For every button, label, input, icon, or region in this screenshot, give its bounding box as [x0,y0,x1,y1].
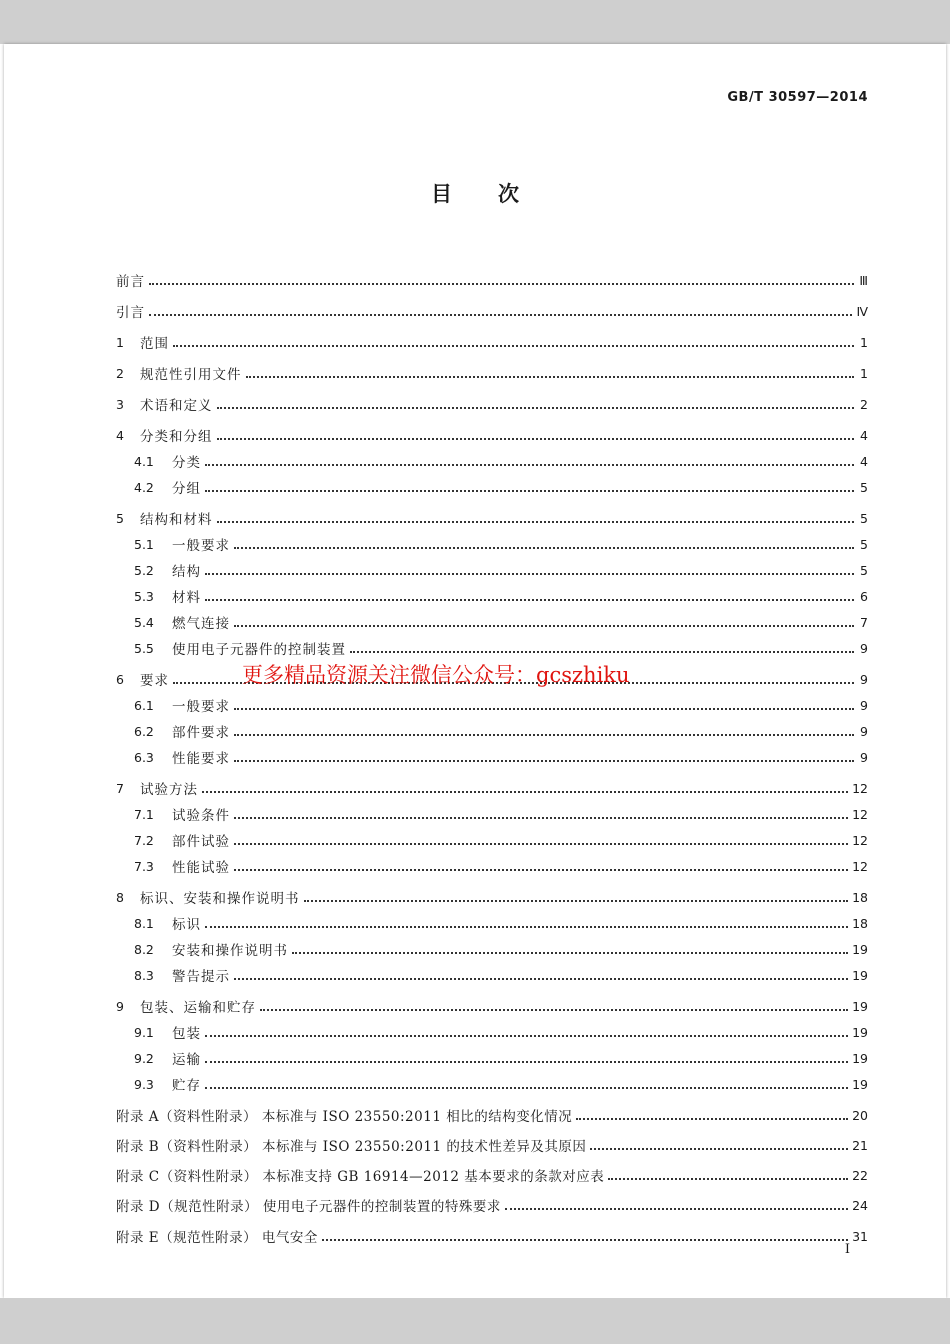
watermark-text: 更多精品资源关注微信公众号：gcszhiku [242,663,630,687]
toc-entry-label: 分组 [172,481,201,497]
toc-dot-leader [246,376,855,378]
toc-entry-number: 5.3 [134,588,154,604]
toc-entry-label: 分类和分组 [140,429,213,445]
toc-entry-label: 贮存 [172,1078,201,1094]
toc-entry[interactable] [134,913,868,933]
toc-dot-leader [322,1239,848,1241]
toc-entry[interactable] [116,301,868,321]
toc-entry-page: 18 [852,889,868,905]
toc-entry-page: 5 [860,510,868,526]
toc-dot-leader [234,817,848,819]
toc-entry-page: 22 [852,1167,868,1183]
toc-entry-label: 试验条件 [172,808,230,824]
toc-entry-label: 范围 [140,336,169,352]
toc-entry[interactable] [116,425,868,445]
toc-dot-leader [149,283,854,285]
toc-dot-leader [205,926,848,928]
toc-dot-leader [234,708,854,710]
toc-entry[interactable] [134,830,868,850]
toc-dot-leader [217,521,855,523]
toc-dot-leader [149,314,852,316]
toc-entry-label: 一般要求 [172,699,230,715]
toc-entry-page: Ⅳ [856,303,868,319]
toc-entry-page: 9 [860,671,868,687]
toc-entry[interactable] [134,477,868,497]
toc-entry-label: 附录 C（资料性附录） 本标准支持 GB 16914—2012 基本要求的条款对应表 [116,1169,605,1185]
toc-entry[interactable] [116,270,868,290]
toc-entry-page: 12 [852,858,868,874]
toc-entry[interactable] [134,638,868,658]
toc-entry-label: 性能试验 [172,860,230,876]
toc-entry-number: 8.2 [134,941,154,957]
toc-dot-leader [217,438,855,440]
toc-entry-label: 分类 [172,455,201,471]
toc-entry-label: 性能要求 [172,751,230,767]
toc-entry[interactable] [134,1048,868,1068]
toc-dot-leader [205,1061,848,1063]
toc-dot-leader [260,1009,848,1011]
standard-number: GB/T 30597—2014 [727,90,868,105]
toc-annex-entry[interactable] [116,1226,868,1246]
toc-dot-leader [608,1178,848,1180]
toc-dot-leader [590,1148,848,1150]
toc-entry-page: 5 [860,536,868,552]
toc-dot-leader [292,952,848,954]
toc-entry-page: 4 [860,453,868,469]
toc-entry-page: 9 [860,723,868,739]
toc-dot-leader [234,734,854,736]
toc-entry-page: 31 [852,1228,868,1244]
toc-entry-number: 5.4 [134,614,154,630]
toc-entry-label: 材料 [172,590,201,606]
toc-entry-number: 9 [116,998,124,1014]
document-page [4,44,946,1298]
toc-entry-number: 4.1 [134,453,154,469]
toc-entry-page: 19 [852,998,868,1014]
toc-entry-page: 2 [860,396,868,412]
toc-entry-page: 9 [860,749,868,765]
toc-entry-label: 包装、运输和贮存 [140,1000,256,1016]
toc-dot-leader [505,1208,848,1210]
toc-entry-number: 9.1 [134,1024,154,1040]
toc-dot-leader [304,900,849,902]
toc-entry-page: 1 [860,334,868,350]
toc-entry-page: 19 [852,1076,868,1092]
toc-entry-page: 4 [860,427,868,443]
toc-entry-number: 3 [116,396,124,412]
toc-entry-page: 9 [860,697,868,713]
toc-entry-number: 1 [116,334,124,350]
toc-entry-page: 20 [852,1107,868,1123]
toc-entry-label: 安装和操作说明书 [172,943,288,959]
toc-entry[interactable] [116,887,868,907]
toc-entry[interactable] [134,965,868,985]
page-folio: I [844,1242,850,1257]
toc-dot-leader [205,490,854,492]
toc-entry-page: 21 [852,1137,868,1153]
toc-entry-label: 引言 [116,305,145,321]
toc-entry-page: 6 [860,588,868,604]
toc-entry-number: 5.5 [134,640,154,656]
toc-entry-number: 8.3 [134,967,154,983]
toc-entry-number: 6.2 [134,723,154,739]
toc-title: 目次 [431,182,565,206]
toc-entry[interactable] [116,778,868,798]
toc-entry-page: 19 [852,1024,868,1040]
viewer-top-bar [0,0,950,44]
toc-entry-label: 附录 D（规范性附录） 使用电子元器件的控制装置的特殊要求 [116,1199,501,1215]
toc-entry-number: 5.2 [134,562,154,578]
toc-entry[interactable] [134,695,868,715]
toc-entry[interactable] [134,747,868,767]
toc-dot-leader [205,464,854,466]
toc-entry[interactable] [116,394,868,414]
toc-entry-page: 12 [852,806,868,822]
toc-dot-leader [234,869,848,871]
toc-entry-number: 7.2 [134,832,154,848]
toc-annex-entry[interactable] [116,1105,868,1125]
toc-dot-leader [205,1035,848,1037]
toc-entry-page: 5 [860,562,868,578]
toc-entry-page: 1 [860,365,868,381]
toc-dot-leader [350,651,854,653]
toc-entry-number: 8 [116,889,124,905]
toc-entry-number: 7.1 [134,806,154,822]
toc-entry[interactable] [134,939,868,959]
toc-entry-number: 7 [116,780,124,796]
toc-entry-number: 4.2 [134,479,154,495]
toc-entry-label: 标识 [172,917,201,933]
toc-entry-page: 18 [852,915,868,931]
toc-dot-leader [217,407,855,409]
toc-entry[interactable] [134,451,868,471]
toc-dot-leader [234,978,848,980]
toc-entry-number: 6.3 [134,749,154,765]
toc-entry-label: 燃气连接 [172,616,230,632]
toc-dot-leader [205,1087,848,1089]
toc-entry-number: 6 [116,671,124,687]
toc-entry[interactable] [116,508,868,528]
toc-entry-page: 7 [860,614,868,630]
toc-entry-label: 术语和定义 [140,398,213,414]
toc-entry-label: 结构和材料 [140,512,213,528]
toc-entry-page: 24 [852,1197,868,1213]
toc-entry-page: 19 [852,1050,868,1066]
toc-dot-leader [205,573,854,575]
toc-dot-leader [173,345,854,347]
toc-entry-page: Ⅲ [859,272,868,288]
toc-entry-label: 试验方法 [140,782,198,798]
viewer-bottom-bar [0,1298,950,1344]
toc-annex-entry[interactable] [116,1195,868,1215]
toc-entry-label: 部件试验 [172,834,230,850]
toc-entry[interactable] [134,856,868,876]
toc-entry-page: 9 [860,640,868,656]
toc-entry-label: 前言 [116,274,145,290]
toc-dot-leader [234,843,848,845]
toc-entry-label: 使用电子元器件的控制装置 [172,642,346,658]
toc-entry-page: 12 [852,780,868,796]
toc-dot-leader [234,625,854,627]
toc-entry-label: 附录 A（资料性附录） 本标准与 ISO 23550:2011 相比的结构变化情况 [116,1109,573,1125]
toc-dot-leader [205,599,854,601]
toc-entry[interactable] [134,534,868,554]
toc-entry-label: 标识、安装和操作说明书 [140,891,300,907]
toc-entry-label: 包装 [172,1026,201,1042]
toc-entry[interactable] [134,804,868,824]
toc-entry-label: 附录 E（规范性附录） 电气安全 [116,1230,318,1246]
toc-entry-label: 运输 [172,1052,201,1068]
toc-dot-leader [234,547,854,549]
toc-entry[interactable] [116,332,868,352]
toc-entry[interactable] [134,1074,868,1094]
toc-entry[interactable] [134,586,868,606]
toc-entry-page: 12 [852,832,868,848]
toc-entry-page: 19 [852,941,868,957]
toc-entry-number: 8.1 [134,915,154,931]
toc-entry-number: 6.1 [134,697,154,713]
toc-entry[interactable] [116,363,868,383]
toc-entry-label: 警告提示 [172,969,230,985]
toc-entry-number: 4 [116,427,124,443]
toc-entry-number: 5.1 [134,536,154,552]
toc-entry-number: 9.2 [134,1050,154,1066]
toc-entry[interactable] [134,560,868,580]
toc-entry-label: 附录 B（资料性附录） 本标准与 ISO 23550:2011 的技术性差异及其原因 [116,1139,587,1155]
toc-entry-label: 要求 [140,673,169,689]
toc-entry-page: 19 [852,967,868,983]
toc-annex-entry[interactable] [116,1135,868,1155]
toc-entry-label: 结构 [172,564,201,580]
toc-entry-page: 5 [860,479,868,495]
toc-dot-leader [576,1118,848,1120]
toc-dot-leader [234,760,854,762]
toc-entry[interactable] [134,612,868,632]
toc-annex-entry[interactable] [116,1165,868,1185]
toc-entry-number: 7.3 [134,858,154,874]
toc-entry-label: 部件要求 [172,725,230,741]
toc-entry-number: 9.3 [134,1076,154,1092]
toc-entry-label: 规范性引用文件 [140,367,242,383]
toc-entry-label: 一般要求 [172,538,230,554]
toc-entry[interactable] [134,721,868,741]
toc-entry-number: 5 [116,510,124,526]
toc-entry-number: 2 [116,365,124,381]
toc-entry[interactable] [134,1022,868,1042]
toc-dot-leader [202,791,848,793]
toc-entry[interactable] [116,996,868,1016]
